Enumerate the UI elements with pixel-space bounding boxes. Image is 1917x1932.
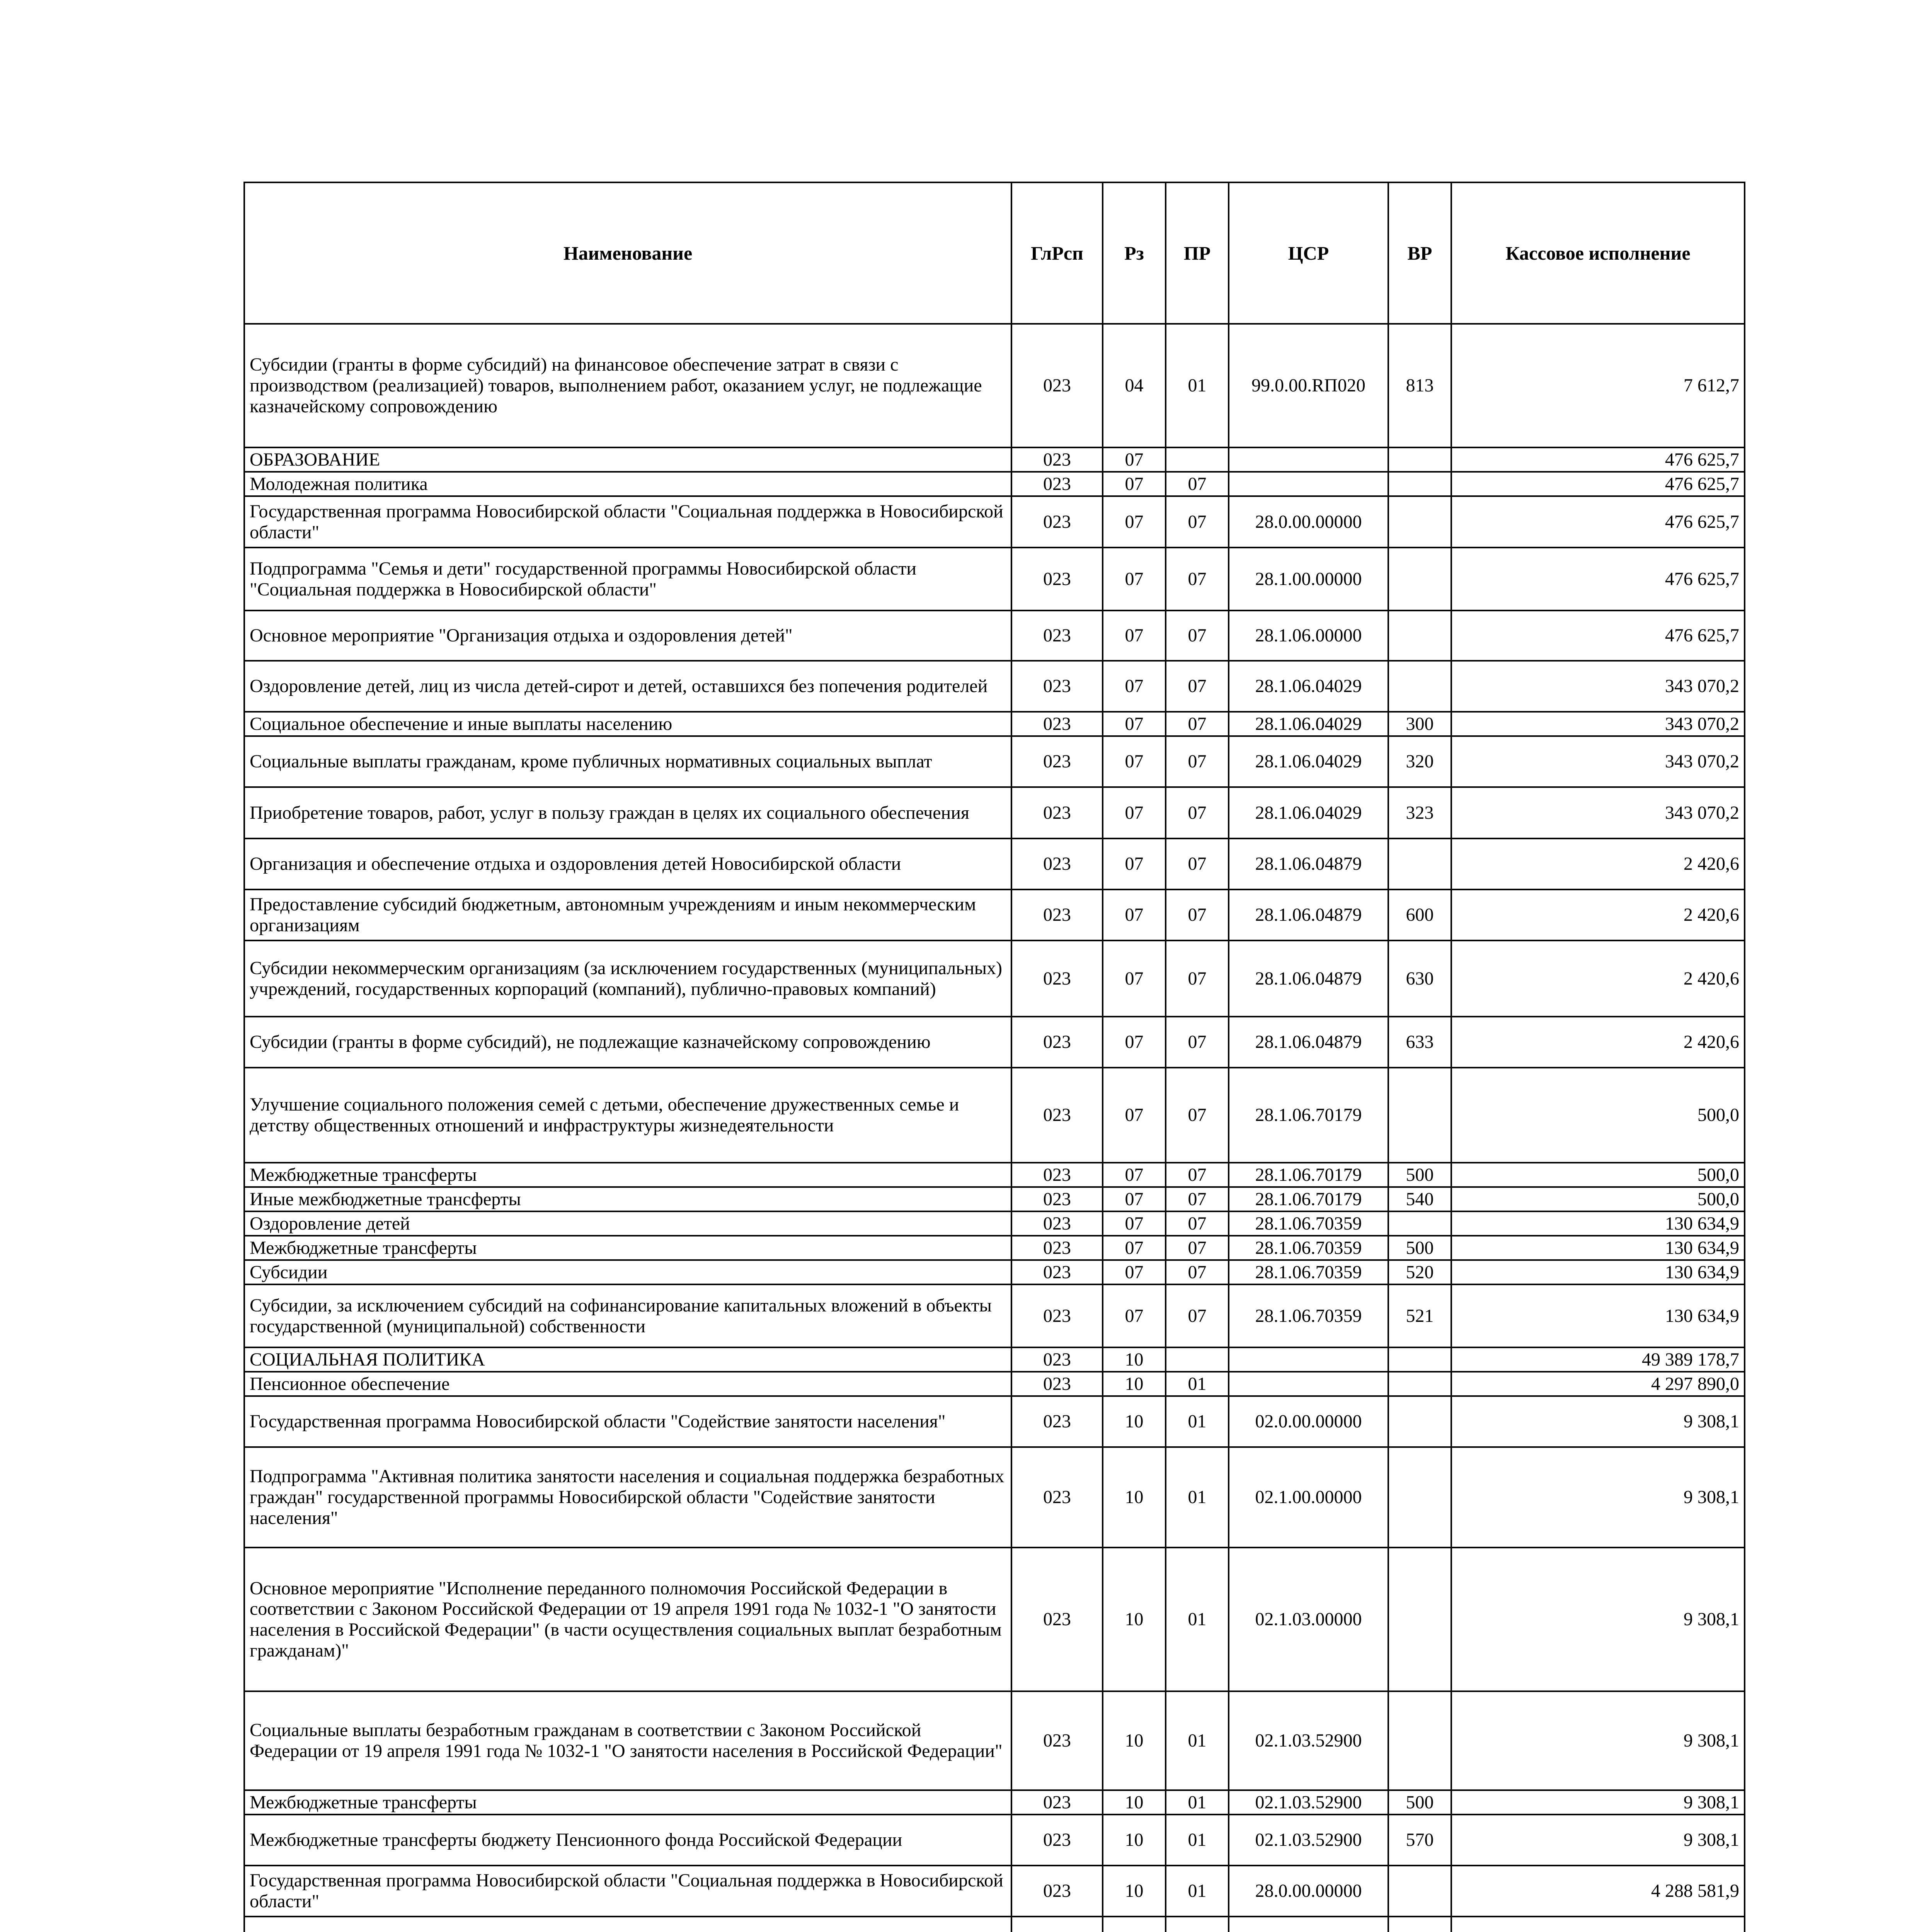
row-vr [1388,1548,1451,1691]
row-rz: 07 [1103,1211,1166,1236]
row-glrsp: 023 [1011,1163,1103,1187]
row-vr [1388,1866,1451,1917]
table-row [244,324,1745,447]
row-pr: 07 [1166,548,1229,611]
row-amount: 9 308,1 [1451,1790,1745,1815]
row-amount: 130 634,9 [1451,1284,1745,1347]
row-vr [1388,1372,1451,1396]
row-rz: 10 [1103,1396,1166,1447]
row-name: Пенсионное обеспечение [244,1372,1011,1396]
row-name: Основное мероприятие "Исполнение переданного полномочия Российской Федерации в соответствии с Законом Российской Федерации от 19 апреля 1991 года № 1032-1 "О занятости населения в Российской Федерации" (в части осуществления социальных выплат безработным гражданам)" [244,1548,1011,1691]
row-amount: 343 070,2 [1451,661,1745,712]
row-vr: 633 [1388,1017,1451,1068]
row-pr: 07 [1166,838,1229,889]
table-row [244,1068,1745,1163]
row-vr [1388,447,1451,472]
row-name: Подпрограмма "Активная политика занятости населения и социальная поддержка безработных граждан" государственной программы Новосибирской области "Содействие занятости населения" [244,1447,1011,1548]
row-name: СОЦИАЛЬНАЯ ПОЛИТИКА [244,1347,1011,1372]
row-rz: 07 [1103,447,1166,472]
row-amount: 4 288 581,9 [1451,1866,1745,1917]
row-vr [1388,548,1451,611]
row-amount: 500,0 [1451,1187,1745,1211]
table-row [244,1447,1745,1548]
row-amount: 2 420,6 [1451,940,1745,1017]
row-glrsp: 023 [1011,1790,1103,1815]
row-name: Межбюджетные трансферты [244,1236,1011,1260]
row-name: Улучшение социального положения семей с детьми, обеспечение дружественных семье и детству общественных отношений и инфраструктуры жизнедеятельности [244,1068,1011,1163]
row-csr: 28.0.00.00000 [1229,1866,1388,1917]
row-name: Подпрограмма "Семья и дети" государственной программы Новосибирской области "Социальная поддержка в Новосибирской области" [244,548,1011,611]
table-row [244,1815,1745,1866]
row-name: Молодежная политика [244,472,1011,496]
row-glrsp: 023 [1011,1017,1103,1068]
row-glrsp: 023 [1011,1284,1103,1347]
table-row [244,1866,1745,1917]
row-vr [1388,661,1451,712]
row-amount: 343 070,2 [1451,736,1745,787]
row-amount: 2 420,6 [1451,838,1745,889]
row-glrsp: 023 [1011,1866,1103,1917]
col-header-vr: ВР [1388,182,1451,324]
row-name: Организация и обеспечение отдыха и оздоровления детей Новосибирской области [244,838,1011,889]
row-rz: 10 [1103,1790,1166,1815]
row-amount: 343 070,2 [1451,787,1745,838]
row-rz: 07 [1103,1284,1166,1347]
row-vr: 500 [1388,1236,1451,1260]
row-amount: 476 625,7 [1451,611,1745,661]
row-csr: 28.1.06.00000 [1229,611,1388,661]
row-rz: 07 [1103,1236,1166,1260]
table-row [244,1917,1745,1932]
row-amount: 476 625,7 [1451,496,1745,548]
row-name: ОБРАЗОВАНИЕ [244,447,1011,472]
row-csr: 02.0.00.00000 [1229,1396,1388,1447]
row-pr: 07 [1166,787,1229,838]
row-vr [1388,838,1451,889]
row-rz: 07 [1103,472,1166,496]
row-pr: 01 [1166,1866,1229,1917]
row-name: Субсидии [244,1260,1011,1284]
row-glrsp: 023 [1011,1187,1103,1211]
row-csr: 28.1.06.04029 [1229,661,1388,712]
row-csr: 28.1.06.70179 [1229,1163,1388,1187]
row-csr: 02.1.00.00000 [1229,1447,1388,1548]
row-pr: 07 [1166,661,1229,712]
row-name: Социальное обеспечение и иные выплаты населению [244,712,1011,736]
row-glrsp: 023 [1011,1211,1103,1236]
row-rz: 07 [1103,889,1166,940]
table-row [244,1163,1745,1187]
row-rz: 07 [1103,787,1166,838]
row-pr: 07 [1166,1017,1229,1068]
row-glrsp: 023 [1011,1347,1103,1372]
row-pr: 07 [1166,1211,1229,1236]
row-name [244,1917,1011,1932]
row-csr: 28.1.06.04879 [1229,940,1388,1017]
col-header-pr: ПР [1166,182,1229,324]
row-name: Государственная программа Новосибирской области "Социальная поддержка в Новосибирской области" [244,496,1011,548]
row-csr: 02.1.03.52900 [1229,1790,1388,1815]
row-glrsp: 023 [1011,661,1103,712]
table-row [244,548,1745,611]
row-glrsp: 023 [1011,787,1103,838]
row-glrsp: 023 [1011,1548,1103,1691]
row-pr: 01 [1166,1447,1229,1548]
row-amount: 2 420,6 [1451,1017,1745,1068]
row-glrsp: 023 [1011,447,1103,472]
row-amount: 476 625,7 [1451,447,1745,472]
row-rz: 07 [1103,1187,1166,1211]
row-vr [1388,496,1451,548]
row-csr: 28.1.06.70359 [1229,1260,1388,1284]
row-csr: 28.0.00.00000 [1229,496,1388,548]
row-pr: 07 [1166,1260,1229,1284]
row-amount: 9 308,1 [1451,1396,1745,1447]
row-glrsp [1011,1917,1103,1932]
row-name: Иные межбюджетные трансферты [244,1187,1011,1211]
row-rz: 07 [1103,611,1166,661]
row-glrsp: 023 [1011,838,1103,889]
row-rz: 10 [1103,1815,1166,1866]
row-name: Межбюджетные трансферты [244,1163,1011,1187]
row-vr: 500 [1388,1790,1451,1815]
table-row [244,1211,1745,1236]
row-vr: 320 [1388,736,1451,787]
row-pr: 07 [1166,889,1229,940]
row-csr: 02.1.03.52900 [1229,1691,1388,1790]
row-amount: 9 308,1 [1451,1691,1745,1790]
table-row [244,1396,1745,1447]
row-vr: 521 [1388,1284,1451,1347]
table-row [244,496,1745,548]
row-name: Межбюджетные трансферты бюджету Пенсионного фонда Российской Федерации [244,1815,1011,1866]
row-vr: 813 [1388,324,1451,447]
row-vr: 300 [1388,712,1451,736]
row-amount: 476 625,7 [1451,548,1745,611]
row-vr [1388,1068,1451,1163]
row-name: Государственная программа Новосибирской области "Социальная поддержка в Новосибирской области" [244,1866,1011,1917]
row-amount: 9 308,1 [1451,1548,1745,1691]
row-vr [1388,611,1451,661]
table-row [244,736,1745,787]
row-csr [1229,1372,1388,1396]
row-vr [1388,1211,1451,1236]
row-csr: 28.1.06.70359 [1229,1211,1388,1236]
row-rz: 07 [1103,548,1166,611]
row-pr: 07 [1166,712,1229,736]
row-pr: 01 [1166,324,1229,447]
row-csr: 28.1.06.70359 [1229,1284,1388,1347]
row-glrsp: 023 [1011,1815,1103,1866]
row-glrsp: 023 [1011,324,1103,447]
table-row [244,1260,1745,1284]
row-rz: 10 [1103,1372,1166,1396]
row-vr: 520 [1388,1260,1451,1284]
row-amount: 2 420,6 [1451,889,1745,940]
row-csr: 02.1.03.00000 [1229,1548,1388,1691]
row-rz [1103,1917,1166,1932]
row-glrsp: 023 [1011,1236,1103,1260]
row-rz: 10 [1103,1548,1166,1691]
row-csr: 28.1.06.04029 [1229,712,1388,736]
row-amount: 343 070,2 [1451,712,1745,736]
row-glrsp: 023 [1011,1691,1103,1790]
row-rz: 10 [1103,1447,1166,1548]
row-glrsp: 023 [1011,1068,1103,1163]
row-glrsp: 023 [1011,736,1103,787]
row-pr: 01 [1166,1815,1229,1866]
table-row [244,1187,1745,1211]
row-name: Предоставление субсидий бюджетным, автономным учреждениям и иным некоммерческим организациям [244,889,1011,940]
table-row [244,1236,1745,1260]
row-csr: 28.1.06.70359 [1229,1236,1388,1260]
table-row [244,661,1745,712]
row-csr: 28.1.06.04029 [1229,736,1388,787]
row-vr: 540 [1388,1187,1451,1211]
row-name: Субсидии (гранты в форме субсидий), не подлежащие казначейскому сопровождению [244,1017,1011,1068]
row-name: Приобретение товаров, работ, услуг в пользу граждан в целях их социального обеспечения [244,787,1011,838]
row-pr: 07 [1166,496,1229,548]
col-header-csr: ЦСР [1229,182,1388,324]
row-glrsp: 023 [1011,889,1103,940]
row-rz: 07 [1103,1260,1166,1284]
row-amount: 9 308,1 [1451,1447,1745,1548]
row-name: Оздоровление детей [244,1211,1011,1236]
row-name: Субсидии некоммерческим организациям (за исключением государственных (муниципальных) учреждений, государственных корпораций (компаний), публично-правовых компаний) [244,940,1011,1017]
row-vr: 323 [1388,787,1451,838]
row-amount: 4 297 890,0 [1451,1372,1745,1396]
row-csr: 28.1.06.70179 [1229,1187,1388,1211]
row-csr [1229,1347,1388,1372]
row-rz: 07 [1103,940,1166,1017]
row-name: Основное мероприятие "Организация отдыха и оздоровления детей" [244,611,1011,661]
row-rz: 07 [1103,712,1166,736]
row-glrsp: 023 [1011,548,1103,611]
table-row [244,1347,1745,1372]
row-glrsp: 023 [1011,1372,1103,1396]
row-vr [1388,1396,1451,1447]
row-name: Субсидии (гранты в форме субсидий) на финансовое обеспечение затрат в связи с производством (реализацией) товаров, выполнением работ, оказанием услуг, не подлежащие казначейскому сопровождению [244,324,1011,447]
row-glrsp: 023 [1011,1447,1103,1548]
row-name: Межбюджетные трансферты [244,1790,1011,1815]
row-pr: 07 [1166,736,1229,787]
table-row [244,1372,1745,1396]
row-glrsp: 023 [1011,496,1103,548]
table-row [244,611,1745,661]
row-glrsp: 023 [1011,940,1103,1017]
row-pr: 07 [1166,1163,1229,1187]
row-vr: 600 [1388,889,1451,940]
table-row [244,838,1745,889]
row-name: Субсидии, за исключением субсидий на софинансирование капитальных вложений в объекты государственной (муниципальной) собственности [244,1284,1011,1347]
table-row [244,787,1745,838]
row-pr: 07 [1166,1284,1229,1347]
header-row [244,182,1745,324]
row-amount: 9 308,1 [1451,1815,1745,1866]
row-vr [1388,1691,1451,1790]
budget-table [243,182,1745,1932]
table-row [244,1790,1745,1815]
row-amount: 130 634,9 [1451,1260,1745,1284]
row-amount: 7 612,7 [1451,324,1745,447]
row-csr: 28.1.06.04879 [1229,838,1388,889]
row-pr: 01 [1166,1396,1229,1447]
table-row [244,1284,1745,1347]
row-pr: 07 [1166,1187,1229,1211]
row-pr: 01 [1166,1548,1229,1691]
row-amount [1451,1917,1745,1932]
table-row [244,712,1745,736]
row-pr: 07 [1166,1236,1229,1260]
row-rz: 10 [1103,1347,1166,1372]
row-glrsp: 023 [1011,472,1103,496]
row-csr [1229,1917,1388,1932]
col-header-glrsp: ГлРсп [1011,182,1103,324]
col-header-rz: Рз [1103,182,1166,324]
row-amount: 130 634,9 [1451,1236,1745,1260]
table-row [244,447,1745,472]
row-csr: 28.1.00.00000 [1229,548,1388,611]
table-row [244,1548,1745,1691]
row-csr: 28.1.06.04879 [1229,1017,1388,1068]
row-amount: 500,0 [1451,1163,1745,1187]
row-amount: 476 625,7 [1451,472,1745,496]
row-amount: 500,0 [1451,1068,1745,1163]
row-rz: 04 [1103,324,1166,447]
row-rz: 07 [1103,496,1166,548]
row-pr: 07 [1166,611,1229,661]
row-vr [1388,1917,1451,1932]
row-csr: 28.1.06.70179 [1229,1068,1388,1163]
row-pr: 01 [1166,1790,1229,1815]
row-pr [1166,1347,1229,1372]
row-vr: 630 [1388,940,1451,1017]
col-header-name: Наименование [244,182,1011,324]
row-pr [1166,1917,1229,1932]
row-rz: 07 [1103,838,1166,889]
row-csr [1229,472,1388,496]
row-pr: 01 [1166,1372,1229,1396]
row-glrsp: 023 [1011,611,1103,661]
row-name: Социальные выплаты гражданам, кроме публичных нормативных социальных выплат [244,736,1011,787]
row-rz: 10 [1103,1691,1166,1790]
row-name: Социальные выплаты безработным гражданам в соответствии с Законом Российской Федерации от 19 апреля 1991 года № 1032-1 "О занятости населения в Российской Федерации" [244,1691,1011,1790]
row-csr: 28.1.06.04879 [1229,889,1388,940]
row-rz: 07 [1103,1163,1166,1187]
table-row [244,1691,1745,1790]
row-csr [1229,447,1388,472]
row-csr: 02.1.03.52900 [1229,1815,1388,1866]
table-row [244,1017,1745,1068]
row-pr: 07 [1166,1068,1229,1163]
row-rz: 07 [1103,661,1166,712]
row-vr: 570 [1388,1815,1451,1866]
row-vr: 500 [1388,1163,1451,1187]
row-csr: 99.0.00.RП020 [1229,324,1388,447]
row-rz: 07 [1103,1068,1166,1163]
row-pr: 01 [1166,1691,1229,1790]
row-vr [1388,1347,1451,1372]
row-vr [1388,1447,1451,1548]
row-amount: 130 634,9 [1451,1211,1745,1236]
row-pr: 07 [1166,940,1229,1017]
row-rz: 07 [1103,1017,1166,1068]
col-header-amount: Кассовое исполнение [1451,182,1745,324]
row-name: Оздоровление детей, лиц из числа детей-сирот и детей, оставшихся без попечения родителей [244,661,1011,712]
row-amount: 49 389 178,7 [1451,1347,1745,1372]
row-vr [1388,472,1451,496]
table-row [244,889,1745,940]
row-csr: 28.1.06.04029 [1229,787,1388,838]
table-row [244,940,1745,1017]
row-name: Государственная программа Новосибирской области "Содействие занятости населения" [244,1396,1011,1447]
row-glrsp: 023 [1011,1396,1103,1447]
row-rz: 10 [1103,1866,1166,1917]
row-pr: 07 [1166,472,1229,496]
table-row [244,472,1745,496]
row-glrsp: 023 [1011,712,1103,736]
row-glrsp: 023 [1011,1260,1103,1284]
row-rz: 07 [1103,736,1166,787]
row-pr [1166,447,1229,472]
